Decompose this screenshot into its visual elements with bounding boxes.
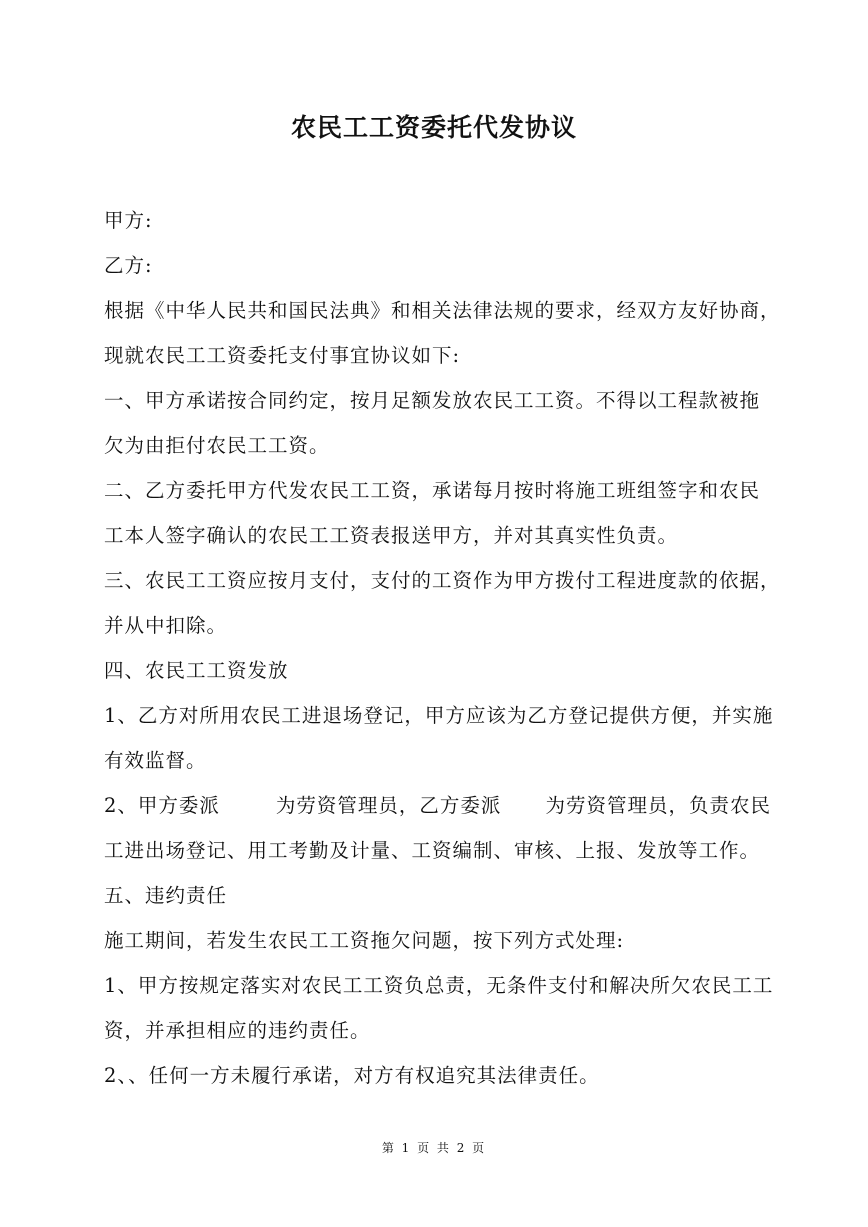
- clause-2-line-1: 二、乙方委托甲方代发农民工工资，承诺每月按时将施工班组签字和农民: [104, 479, 761, 502]
- section-5-intro: 施工期间，若发生农民工工资拖欠问题，按下列方式处理:: [104, 929, 625, 952]
- section-4-item-2-line-2: 工进出场登记、用工考勤及计量、工资编制、审核、上报、发放等工作。: [104, 839, 761, 862]
- section-4-item-1-line-2: 有效监督。: [104, 749, 207, 772]
- section-5-item-1-line-2: 资，并承担相应的违约责任。: [104, 1019, 371, 1042]
- item-2-part-3: 为劳资管理员，负责农民: [545, 794, 771, 817]
- intro-line-1: 根据《中华人民共和国民法典》和相关法律法规的要求，经双方友好协商，: [104, 299, 781, 322]
- section-4-heading: 四、农民工工资发放: [104, 659, 289, 682]
- document-title: 农民工工资委托代发协议: [290, 113, 577, 142]
- section-5-item-2: 2、、任何一方未履行承诺，对方有权追究其法律责任。: [104, 1064, 600, 1087]
- page-footer: 第 1 页 共 2 页: [381, 1141, 487, 1155]
- clause-3-line-1: 三、农民工工资应按月支付，支付的工资作为甲方拨付工程进度款的依据，: [104, 569, 781, 592]
- party-a-line: 甲方:: [104, 209, 153, 232]
- clause-2-line-2: 工本人签字确认的农民工工资表报送甲方，并对其真实性负责。: [104, 524, 679, 547]
- document-body: [104, 198, 781, 1098]
- section-4-item-1-line-1: 1、乙方对所用农民工进退场登记，甲方应该为乙方登记提供方便，并实施: [104, 704, 774, 727]
- item-2-part-1: 2、甲方委派: [104, 794, 220, 817]
- clause-1-line-2: 欠为由拒付农民工工资。: [104, 434, 330, 457]
- section-5-heading: 五、违约责任: [104, 884, 228, 907]
- section-4-item-2-line-1: [104, 783, 770, 828]
- clause-1-line-1: 一、甲方承诺按合同约定，按月足额发放农民工工资。不得以工程款被拖: [104, 389, 761, 412]
- clause-3-line-2: 并从中扣除。: [104, 614, 228, 637]
- party-b-line: 乙方:: [104, 254, 153, 277]
- section-5-item-1-line-1: 1、甲方按规定落实对农民工工资负总责，无条件支付和解决所欠农民工工: [104, 974, 774, 997]
- item-2-part-2: 为劳资管理员，乙方委派: [275, 794, 502, 817]
- intro-line-2: 现就农民工工资委托支付事宜协议如下:: [104, 344, 461, 367]
